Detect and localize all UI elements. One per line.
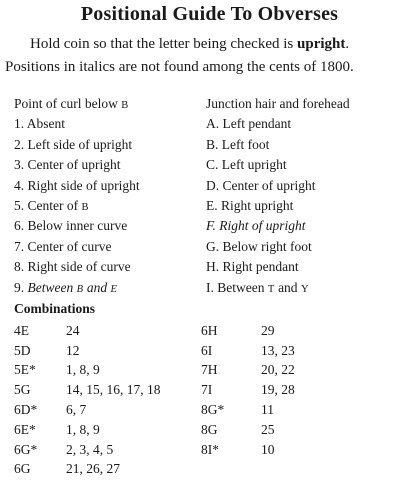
combination-cents: 14, 15, 16, 17, 18 <box>66 382 161 398</box>
combination-cents: 10 <box>261 441 275 457</box>
combination-code: 5G <box>14 382 31 398</box>
combinations-heading: Combinations <box>14 301 96 316</box>
table-row <box>14 380 161 400</box>
curl-heading-letter: B <box>121 100 129 111</box>
junction-position-list <box>206 94 350 298</box>
combination-code: 4E <box>14 322 29 338</box>
combination-code: 8I* <box>201 441 219 457</box>
combination-cents: 6, 7 <box>66 402 87 418</box>
curl-item-text: 5. Center of <box>14 197 82 213</box>
combination-cents: 12 <box>66 342 80 358</box>
curl-position-item: 2. Left side of upright <box>14 136 133 152</box>
combination-code: 6H <box>201 322 218 338</box>
combination-cents: 1, 8, 9 <box>66 362 100 378</box>
junction-position-item: E. Right upright <box>206 197 294 213</box>
combination-cents: 13, 23 <box>261 342 295 358</box>
junction-item-text: and <box>274 279 301 295</box>
combination-code: 8G <box>201 421 218 437</box>
intro-line-1-text: Hold coin so that the letter being checked is <box>30 36 298 52</box>
combination-code: 7H <box>201 362 218 378</box>
curl-position-item <box>14 278 140 298</box>
curl-item-italic-text: Between <box>27 279 77 295</box>
junction-position-item: B. Left foot <box>206 136 270 152</box>
combination-code: 6G* <box>14 441 38 457</box>
intro-line-1-end: . <box>345 36 350 52</box>
table-row <box>201 321 295 341</box>
curl-position-item: 4. Right side of upright <box>14 177 140 193</box>
curl-item-italic-text: and <box>83 279 111 295</box>
table-row <box>14 341 161 361</box>
combination-cents: 2, 3, 4, 5 <box>66 441 114 457</box>
junction-position-item <box>206 278 350 298</box>
combination-code: 5D <box>14 342 31 358</box>
curl-position-item: 3. Center of upright <box>14 157 121 173</box>
table-row <box>201 400 295 420</box>
intro-line-1 <box>30 36 349 53</box>
curl-item-letter: B <box>81 201 89 213</box>
intro-line-2: Positions in italics are not found among the cents of 1800. <box>5 59 354 75</box>
table-row <box>201 440 295 460</box>
combination-cents: 21, 26, 27 <box>66 461 120 477</box>
combination-code: 6G <box>14 461 31 477</box>
junction-position-item: C. Left upright <box>206 157 287 173</box>
curl-position-item: 7. Center of curve <box>14 238 112 254</box>
curl-position-list <box>14 94 140 298</box>
curl-position-item: 8. Right side of curve <box>14 259 131 275</box>
table-row <box>201 361 295 381</box>
junction-position-item: A. Left pendant <box>206 116 292 132</box>
junction-item-letter: T <box>267 283 275 295</box>
combinations-table-right <box>201 321 295 460</box>
curl-position-item <box>14 196 140 216</box>
combination-cents: 11 <box>261 402 274 418</box>
curl-heading-text: Point of curl below <box>14 96 122 111</box>
curl-item-letter: E <box>110 283 118 295</box>
curl-position-item: 1. Absent <box>14 116 66 132</box>
page-title: Positional Guide To Obverses <box>80 3 339 25</box>
combination-code: 6D* <box>14 402 38 418</box>
junction-position-item: D. Center of upright <box>206 177 316 193</box>
curl-item-letter: B <box>76 283 84 295</box>
combination-cents: 29 <box>261 322 275 338</box>
intro-emphasis: upright <box>297 36 346 52</box>
table-row <box>14 361 161 381</box>
combination-cents: 19, 28 <box>261 382 295 398</box>
junction-position-item: G. Below right foot <box>206 238 312 254</box>
combination-code: 6I <box>201 342 213 358</box>
combination-cents: 24 <box>66 322 80 338</box>
combinations-table-left <box>14 321 161 479</box>
table-row <box>201 341 295 361</box>
table-row <box>14 400 161 420</box>
combination-code: 7I <box>201 382 213 398</box>
table-row <box>14 420 161 440</box>
junction-position-heading: Junction hair and forehead <box>206 96 350 111</box>
combination-cents: 20, 22 <box>261 362 295 378</box>
combination-code: 5E* <box>14 362 36 378</box>
junction-position-item: H. Right pendant <box>206 259 299 275</box>
curl-item-text: 9. <box>14 279 28 295</box>
table-row <box>14 460 161 480</box>
combination-code: 8G* <box>201 402 225 418</box>
junction-position-item: F. Right of upright <box>206 218 306 234</box>
combination-cents: 1, 8, 9 <box>66 421 100 437</box>
table-row <box>14 440 161 460</box>
curl-position-heading <box>14 94 140 114</box>
junction-item-text: I. Between <box>206 279 268 295</box>
curl-position-item: 6. Below inner curve <box>14 218 128 234</box>
table-row <box>14 321 161 341</box>
combination-cents: 25 <box>261 421 275 437</box>
junction-item-letter: Y <box>300 283 309 295</box>
table-row <box>201 380 295 400</box>
combination-code: 6E* <box>14 421 36 437</box>
table-row <box>201 420 295 440</box>
